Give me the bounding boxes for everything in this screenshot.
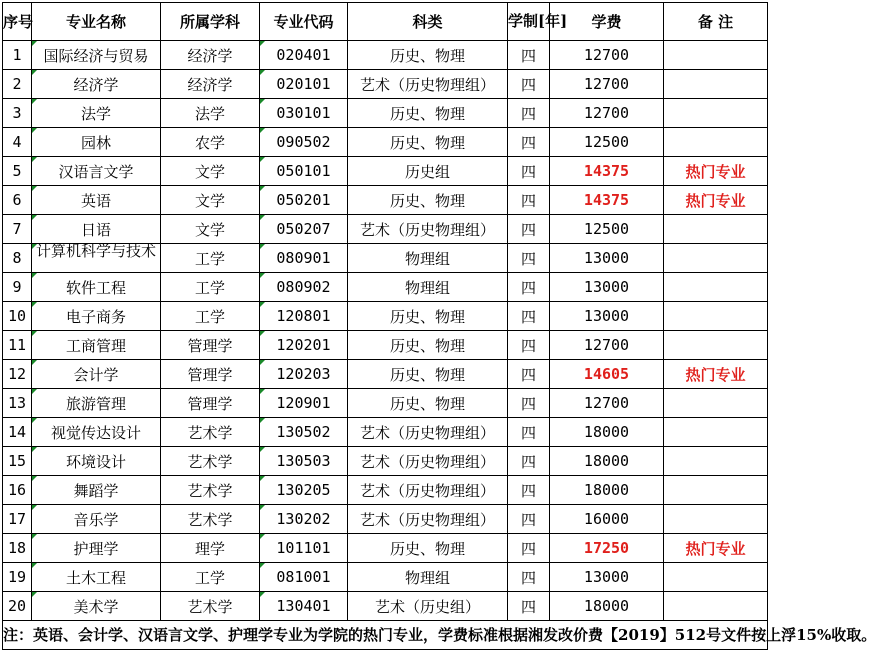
- cell-fee: 14605: [550, 360, 664, 389]
- cell-note: 热门专业: [664, 360, 768, 389]
- table-row: [3, 331, 768, 360]
- header-seq: 序号: [3, 3, 32, 41]
- cell-discipline: 工学: [161, 302, 260, 331]
- cell-seq: 19: [3, 563, 32, 592]
- cell-seq: 18: [3, 534, 32, 563]
- cell-fee: 17250: [550, 534, 664, 563]
- table-row: [3, 215, 768, 244]
- cell-seq: 2: [3, 70, 32, 99]
- cell-note: [664, 99, 768, 128]
- cell-discipline: 经济学: [161, 41, 260, 70]
- cell-discipline: 艺术学: [161, 447, 260, 476]
- cell-seq: 17: [3, 505, 32, 534]
- cell-seq: 15: [3, 447, 32, 476]
- cell-duration: 四: [508, 331, 550, 360]
- cell-seq: 4: [3, 128, 32, 157]
- cell-code: 081001: [260, 563, 348, 592]
- table-row: [3, 360, 768, 389]
- cell-duration: 四: [508, 186, 550, 215]
- cell-major: 汉语言文学: [32, 157, 161, 186]
- cell-code: 120801: [260, 302, 348, 331]
- cell-fee: 18000: [550, 418, 664, 447]
- cell-subjects: 历史、物理: [348, 360, 508, 389]
- cell-discipline: 理学: [161, 534, 260, 563]
- cell-subjects: 艺术（历史物理组）: [348, 505, 508, 534]
- table-row: [3, 99, 768, 128]
- cell-code: 101101: [260, 534, 348, 563]
- cell-duration: 四: [508, 70, 550, 99]
- cell-duration: 四: [508, 244, 550, 273]
- cell-seq: 1: [3, 41, 32, 70]
- cell-note: [664, 389, 768, 418]
- header-duration: 学制[年]: [508, 3, 550, 41]
- cell-note: [664, 70, 768, 99]
- cell-seq: 5: [3, 157, 32, 186]
- cell-major: 旅游管理: [32, 389, 161, 418]
- cell-duration: 四: [508, 592, 550, 621]
- cell-major: 工商管理: [32, 331, 161, 360]
- cell-major: 美术学: [32, 592, 161, 621]
- cell-subjects: 历史组: [348, 157, 508, 186]
- footnote-row: [3, 621, 768, 650]
- cell-discipline: 工学: [161, 273, 260, 302]
- cell-seq: 14: [3, 418, 32, 447]
- cell-code: 030101: [260, 99, 348, 128]
- cell-duration: 四: [508, 302, 550, 331]
- cell-subjects: 历史、物理: [348, 186, 508, 215]
- cell-note: [664, 302, 768, 331]
- cell-note: [664, 505, 768, 534]
- cell-discipline: 管理学: [161, 331, 260, 360]
- footnote: 注：英语、会计学、汉语言文学、护理学专业为学院的热门专业，学费标准根据湘发改价费【2019】512号文件按上浮15%收取。: [3, 621, 768, 650]
- cell-duration: 四: [508, 99, 550, 128]
- cell-subjects: 艺术（历史物理组）: [348, 418, 508, 447]
- cell-discipline: 艺术学: [161, 592, 260, 621]
- cell-subjects: 历史、物理: [348, 41, 508, 70]
- cell-major: 音乐学: [32, 505, 161, 534]
- cell-code: 130401: [260, 592, 348, 621]
- cell-code: 020101: [260, 70, 348, 99]
- table-row: [3, 41, 768, 70]
- cell-code: 090502: [260, 128, 348, 157]
- cell-fee: 12700: [550, 41, 664, 70]
- cell-note: [664, 128, 768, 157]
- cell-note: [664, 244, 768, 273]
- table-row: [3, 418, 768, 447]
- cell-note: [664, 563, 768, 592]
- cell-fee: 18000: [550, 476, 664, 505]
- cell-note: [664, 592, 768, 621]
- cell-subjects: 历史、物理: [348, 128, 508, 157]
- table-row: [3, 302, 768, 331]
- cell-subjects: 艺术（历史物理组）: [348, 476, 508, 505]
- cell-code: 130205: [260, 476, 348, 505]
- table-row: [3, 186, 768, 215]
- header-row: [3, 3, 768, 41]
- cell-discipline: 艺术学: [161, 505, 260, 534]
- cell-code: 080902: [260, 273, 348, 302]
- cell-subjects: 艺术（历史组）: [348, 592, 508, 621]
- cell-fee: 12700: [550, 99, 664, 128]
- cell-duration: 四: [508, 128, 550, 157]
- cell-seq: 10: [3, 302, 32, 331]
- cell-code: 080901: [260, 244, 348, 273]
- cell-subjects: 艺术（历史物理组）: [348, 70, 508, 99]
- cell-duration: 四: [508, 360, 550, 389]
- cell-duration: 四: [508, 563, 550, 592]
- cell-subjects: 历史、物理: [348, 99, 508, 128]
- cell-duration: 四: [508, 157, 550, 186]
- cell-note: [664, 215, 768, 244]
- cell-major: 环境设计: [32, 447, 161, 476]
- cell-discipline: 文学: [161, 186, 260, 215]
- cell-discipline: 文学: [161, 157, 260, 186]
- cell-major: 经济学: [32, 70, 161, 99]
- cell-code: 050101: [260, 157, 348, 186]
- cell-note: 热门专业: [664, 186, 768, 215]
- cell-fee: 14375: [550, 157, 664, 186]
- cell-seq: 9: [3, 273, 32, 302]
- cell-seq: 16: [3, 476, 32, 505]
- table-body: [3, 41, 768, 621]
- cell-major: 英语: [32, 186, 161, 215]
- table-row: [3, 563, 768, 592]
- cell-seq: 13: [3, 389, 32, 418]
- cell-major: 视觉传达设计: [32, 418, 161, 447]
- cell-discipline: 文学: [161, 215, 260, 244]
- tuition-table: [2, 2, 876, 650]
- cell-code: 020401: [260, 41, 348, 70]
- cell-fee: 12500: [550, 215, 664, 244]
- cell-seq: 8: [3, 244, 32, 273]
- cell-duration: 四: [508, 476, 550, 505]
- cell-code: 120203: [260, 360, 348, 389]
- cell-fee: 13000: [550, 302, 664, 331]
- cell-duration: 四: [508, 41, 550, 70]
- table-row: [3, 70, 768, 99]
- cell-duration: 四: [508, 447, 550, 476]
- cell-duration: 四: [508, 534, 550, 563]
- cell-seq: 6: [3, 186, 32, 215]
- cell-fee: 13000: [550, 563, 664, 592]
- cell-subjects: 艺术（历史物理组）: [348, 447, 508, 476]
- cell-code: 130502: [260, 418, 348, 447]
- cell-discipline: 管理学: [161, 360, 260, 389]
- cell-subjects: 历史、物理: [348, 389, 508, 418]
- cell-code: 050201: [260, 186, 348, 215]
- cell-note: 热门专业: [664, 157, 768, 186]
- cell-major: 舞蹈学: [32, 476, 161, 505]
- cell-code: 130202: [260, 505, 348, 534]
- cell-seq: 20: [3, 592, 32, 621]
- cell-fee: 12700: [550, 331, 664, 360]
- table-row: [3, 389, 768, 418]
- cell-discipline: 艺术学: [161, 476, 260, 505]
- cell-subjects: 物理组: [348, 273, 508, 302]
- cell-major: 土木工程: [32, 563, 161, 592]
- cell-note: [664, 476, 768, 505]
- cell-major: 日语: [32, 215, 161, 244]
- header-subjects: 科类: [348, 3, 508, 41]
- cell-note: [664, 447, 768, 476]
- table-row: [3, 505, 768, 534]
- cell-discipline: 管理学: [161, 389, 260, 418]
- header-major: 专业名称: [32, 3, 161, 41]
- cell-fee: 18000: [550, 447, 664, 476]
- cell-subjects: 艺术（历史物理组）: [348, 215, 508, 244]
- cell-seq: 3: [3, 99, 32, 128]
- cell-fee: 12700: [550, 70, 664, 99]
- cell-seq: 12: [3, 360, 32, 389]
- cell-subjects: 物理组: [348, 563, 508, 592]
- cell-discipline: 工学: [161, 563, 260, 592]
- cell-major: 园林: [32, 128, 161, 157]
- cell-seq: 11: [3, 331, 32, 360]
- cell-fee: 14375: [550, 186, 664, 215]
- cell-note: [664, 331, 768, 360]
- cell-subjects: 物理组: [348, 244, 508, 273]
- cell-major: 法学: [32, 99, 161, 128]
- cell-subjects: 历史、物理: [348, 534, 508, 563]
- cell-major: 电子商务: [32, 302, 161, 331]
- cell-note: [664, 418, 768, 447]
- header-fee: 学费: [550, 3, 664, 41]
- cell-fee: 16000: [550, 505, 664, 534]
- cell-discipline: 经济学: [161, 70, 260, 99]
- cell-subjects: 历史、物理: [348, 331, 508, 360]
- cell-code: 120901: [260, 389, 348, 418]
- cell-duration: 四: [508, 215, 550, 244]
- header-discipline: 所属学科: [161, 3, 260, 41]
- table-row: [3, 157, 768, 186]
- cell-fee: 18000: [550, 592, 664, 621]
- cell-duration: 四: [508, 273, 550, 302]
- table-row: [3, 534, 768, 563]
- cell-code: 120201: [260, 331, 348, 360]
- cell-major: 会计学: [32, 360, 161, 389]
- table-row: [3, 592, 768, 621]
- cell-note: [664, 41, 768, 70]
- cell-code: 130503: [260, 447, 348, 476]
- cell-code: 050207: [260, 215, 348, 244]
- cell-duration: 四: [508, 505, 550, 534]
- cell-fee: 12700: [550, 389, 664, 418]
- header-note: 备 注: [664, 3, 768, 41]
- cell-major: 护理学: [32, 534, 161, 563]
- cell-duration: 四: [508, 389, 550, 418]
- cell-duration: 四: [508, 418, 550, 447]
- cell-discipline: 工学: [161, 244, 260, 273]
- table-row: [3, 447, 768, 476]
- table-row: [3, 273, 768, 302]
- cell-note: [664, 273, 768, 302]
- cell-fee: 13000: [550, 244, 664, 273]
- table-row: [3, 476, 768, 505]
- cell-fee: 13000: [550, 273, 664, 302]
- cell-discipline: 法学: [161, 99, 260, 128]
- cell-major: 国际经济与贸易: [32, 41, 161, 70]
- table-row: [3, 244, 768, 273]
- cell-major: 软件工程: [32, 273, 161, 302]
- cell-seq: 7: [3, 215, 32, 244]
- header-code: 专业代码: [260, 3, 348, 41]
- cell-discipline: 农学: [161, 128, 260, 157]
- cell-major: 计算机科学与技术: [32, 244, 161, 273]
- cell-note: 热门专业: [664, 534, 768, 563]
- cell-subjects: 历史、物理: [348, 302, 508, 331]
- cell-discipline: 艺术学: [161, 418, 260, 447]
- table-row: [3, 128, 768, 157]
- cell-fee: 12500: [550, 128, 664, 157]
